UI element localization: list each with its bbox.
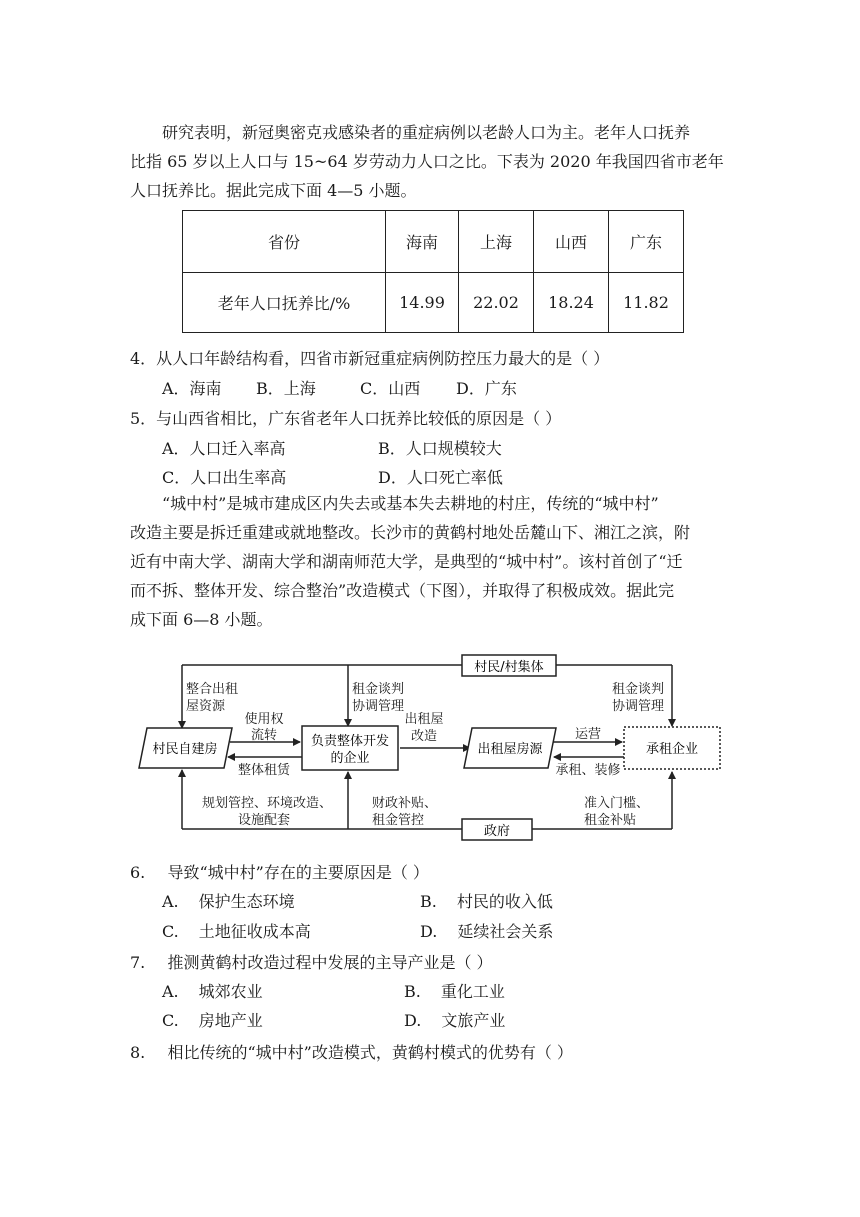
table-province-2: 山西 [534, 211, 609, 273]
question-4-stem: 4．从人口年龄结构看，四省市新冠重症病例防控压力最大的是（ ） [130, 349, 610, 368]
intro2-line-5: 成下面 6—8 小题。 [130, 610, 273, 629]
q6-option-a[interactable] [162, 889, 295, 912]
q4-option-b[interactable]: B．上海 [256, 379, 316, 398]
q7-option-c-text: 房地产业 [198, 1011, 263, 1030]
q7-option-b[interactable] [404, 979, 505, 1002]
label-integrate-line-1: 整合出租 [186, 682, 239, 697]
label-fiscal-line-2: 租金管控 [372, 813, 425, 828]
q6-option-d[interactable] [420, 919, 553, 942]
label-renovate-line-2: 改造 [410, 729, 438, 744]
label-planning-line-1: 规划管控、环境改造、 [202, 796, 333, 811]
table-province-3: 广东 [609, 211, 684, 273]
q7-option-b-text: 重化工业 [440, 982, 505, 1001]
label-renovate-line-1: 出租屋 [404, 712, 444, 727]
question-5-stem: 5．与山西省相比，广东省老年人口抚养比较低的原因是（ ） [130, 409, 562, 428]
intro2-line-3: 近有中南大学、湖南大学和湖南师范大学，是典型的“城中村”。该村首创了“迁 [130, 552, 683, 571]
label-rent-neg-right-line-1: 租金谈判 [612, 682, 665, 697]
intro2-line-2: 改造主要是拆迁重建或就地整改。长沙市的黄鹤村地处岳麓山下、湘江之滨，附 [130, 523, 691, 542]
table-row-label: 老年人口抚养比/% [183, 273, 386, 333]
question-7-stem: 推测黄鹤村改造过程中发展的主导产业是（ ） [167, 953, 493, 972]
q6-option-c-letter: C. [162, 922, 179, 941]
q6-option-b-text: 村民的收入低 [456, 892, 553, 911]
question-6-number: 6. [130, 863, 146, 882]
q4-option-d[interactable]: D．广东 [456, 379, 517, 398]
table-province-0: 海南 [386, 211, 459, 273]
q4-option-a[interactable]: A．海南 [162, 379, 222, 398]
table-value-2: 18.24 [534, 273, 609, 333]
question-8-number: 8. [130, 1043, 146, 1062]
table-header-label: 省份 [183, 211, 386, 273]
label-whole-lease: 整体租赁 [237, 763, 291, 778]
table-value-0: 14.99 [386, 273, 459, 333]
label-rent-neg-left-line-2: 协调管理 [352, 699, 405, 714]
question-7 [130, 948, 493, 977]
label-use-right-line-2: 流转 [250, 728, 278, 743]
label-fiscal-line-1: 财政补贴、 [372, 796, 438, 811]
label-access-line-1: 准入门槛、 [584, 796, 650, 811]
question-7-number: 7. [130, 953, 146, 972]
q5-option-d[interactable]: D．人口死亡率低 [378, 468, 503, 487]
q7-option-b-letter: B. [404, 982, 421, 1001]
node-leasing-co: 承租企业 [645, 742, 699, 757]
q6-option-c-text: 土地征收成本高 [198, 922, 311, 941]
table-value-3: 11.82 [609, 273, 684, 333]
node-government: 政府 [483, 824, 511, 839]
q6-option-a-text: 保护生态环境 [198, 892, 295, 911]
node-self-built: 村民自建房 [152, 742, 218, 757]
q7-option-a-letter: A. [162, 982, 179, 1001]
question-6-stem: 导致“城中村”存在的主要原因是（ ） [167, 863, 429, 882]
question-8-stem: 相比传统的“城中村”改造模式，黄鹤村模式的优势有（ ） [167, 1043, 573, 1062]
q7-option-c-letter: C. [162, 1011, 179, 1030]
q7-option-c[interactable] [162, 1008, 263, 1031]
q6-option-c[interactable] [162, 919, 311, 942]
intro2-line-4: 而不拆、整体开发、综合整治”改造模式（下图），并取得了积极成效。据此完 [130, 581, 675, 600]
q5-option-c[interactable]: C．人口出生率高 [162, 468, 287, 487]
label-rent-neg-right-line-2: 协调管理 [612, 699, 665, 714]
q6-option-d-letter: D. [420, 922, 438, 941]
q4-option-c[interactable]: C．山西 [360, 379, 421, 398]
q7-option-d[interactable] [404, 1008, 505, 1031]
node-rental-source: 出租屋房源 [477, 742, 543, 757]
label-operate: 运营 [574, 727, 602, 742]
intro1-line-1: 研究表明，新冠奥密克戎感染者的重症病例以老龄人口为主。老年人口抚养 [162, 123, 691, 142]
question-8 [130, 1038, 573, 1067]
q6-option-b-letter: B. [420, 892, 437, 911]
label-use-right-line-1: 使用权 [244, 712, 284, 727]
q5-option-a[interactable]: A．人口迁入率高 [162, 439, 286, 458]
q6-option-d-text: 延续社会关系 [457, 922, 554, 941]
q6-option-b[interactable] [420, 889, 553, 912]
q7-option-d-text: 文旅产业 [441, 1011, 506, 1030]
q5-option-b[interactable]: B．人口规模较大 [378, 439, 502, 458]
q7-option-d-letter: D. [404, 1011, 422, 1030]
intro2-line-1: “城中村”是城市建成区内失去或基本失去耕地的村庄，传统的“城中村” [162, 494, 659, 513]
label-lease-decor: 承租、装修 [555, 763, 621, 778]
node-developer-line-1: 负责整体开发 [310, 734, 390, 749]
node-developer-line-2: 的企业 [330, 751, 370, 766]
q6-option-a-letter: A. [162, 892, 179, 911]
node-villagers: 村民/村集体 [474, 660, 544, 675]
question-6 [130, 858, 429, 887]
label-integrate-line-2: 屋资源 [186, 699, 226, 714]
label-access-line-2: 租金补贴 [584, 813, 637, 828]
label-rent-neg-left-line-1: 租金谈判 [352, 682, 405, 697]
q7-option-a[interactable] [162, 979, 263, 1002]
intro1-line-2: 比指 65 岁以上人口与 15~64 岁劳动力人口之比。下表为 2020 年我国四省市老年 [130, 152, 724, 171]
intro1-line-3: 人口抚养比。据此完成下面 4—5 小题。 [130, 181, 417, 200]
table-province-1: 上海 [459, 211, 534, 273]
table-value-1: 22.02 [459, 273, 534, 333]
label-planning-line-2: 设施配套 [238, 813, 291, 828]
q7-option-a-text: 城郊农业 [198, 982, 263, 1001]
